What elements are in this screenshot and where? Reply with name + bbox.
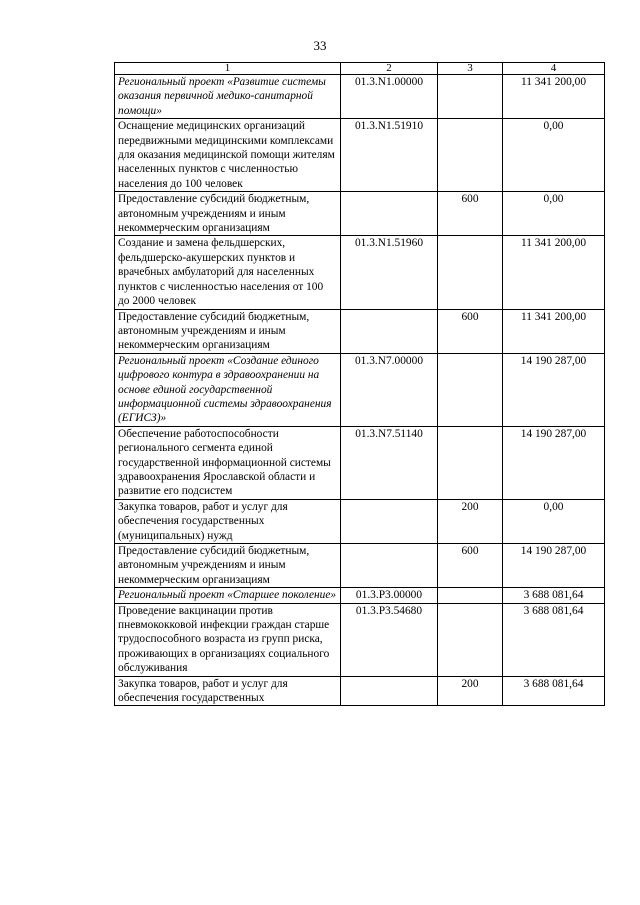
header-row <box>115 63 605 75</box>
row-expense-type <box>438 353 503 426</box>
table-row <box>115 426 605 499</box>
column-header-2: 2 <box>341 63 438 75</box>
row-amount: 11 341 200,00 <box>503 75 605 119</box>
row-target-code: 01.3.P3.54680 <box>341 603 438 676</box>
row-expense-type: 200 <box>438 676 503 706</box>
table-body <box>115 75 605 706</box>
table-row-regional-project <box>115 588 605 603</box>
row-target-code: 01.3.P3.00000 <box>341 588 438 603</box>
row-name: Региональный проект «Создание единого цифрового контура в здравоохранении на основе единой государственной информационной системы здравоохранения (ЕГИСЗ)» <box>115 353 341 426</box>
row-name: Региональный проект «Развитие системы оказания первичной медико-санитарной помощи» <box>115 75 341 119</box>
row-expense-type: 600 <box>438 544 503 588</box>
row-target-code: 01.3.N1.00000 <box>341 75 438 119</box>
row-expense-type <box>438 588 503 603</box>
row-amount: 0,00 <box>503 119 605 192</box>
row-expense-type <box>438 75 503 119</box>
row-amount: 3 688 081,64 <box>503 603 605 676</box>
column-header-3: 3 <box>438 63 503 75</box>
row-amount: 14 190 287,00 <box>503 353 605 426</box>
row-target-code <box>341 499 438 543</box>
table-row-regional-project <box>115 353 605 426</box>
row-expense-type: 600 <box>438 192 503 236</box>
table-row <box>115 603 605 676</box>
row-name: Оснащение медицинских организаций передвижными медицинскими комплексами для оказания медицинской помощи жителям населенных пунктов с численностью населения до 100 человек <box>115 119 341 192</box>
row-target-code <box>341 676 438 706</box>
row-expense-type <box>438 426 503 499</box>
row-name: Проведение вакцинации против пневмококковой инфекции граждан старше трудоспособного возраста из групп риска, проживающих в организациях социального обслуживания <box>115 603 341 676</box>
row-amount: 11 341 200,00 <box>503 309 605 353</box>
column-header-1: 1 <box>115 63 341 75</box>
row-amount: 11 341 200,00 <box>503 236 605 309</box>
row-target-code: 01.3.N1.51960 <box>341 236 438 309</box>
row-name: Региональный проект «Старшее поколение» <box>115 588 341 603</box>
table-row <box>115 676 605 706</box>
column-header-4: 4 <box>503 63 605 75</box>
row-target-code <box>341 544 438 588</box>
row-name: Предоставление субсидий бюджетным, автономным учреждениям и иным некоммерческим организациям <box>115 192 341 236</box>
table-row <box>115 499 605 543</box>
row-amount: 14 190 287,00 <box>503 426 605 499</box>
table-row <box>115 236 605 309</box>
row-amount: 3 688 081,64 <box>503 588 605 603</box>
table-row <box>115 119 605 192</box>
row-name: Предоставление субсидий бюджетным, автономным учреждениям и иным некоммерческим организациям <box>115 309 341 353</box>
row-expense-type: 200 <box>438 499 503 543</box>
row-expense-type <box>438 119 503 192</box>
row-name: Закупка товаров, работ и услуг для обеспечения государственных <box>115 676 341 706</box>
table-row <box>115 309 605 353</box>
row-target-code: 01.3.N7.00000 <box>341 353 438 426</box>
row-amount: 0,00 <box>503 499 605 543</box>
row-expense-type: 600 <box>438 309 503 353</box>
row-expense-type <box>438 603 503 676</box>
table-row-regional-project <box>115 75 605 119</box>
row-expense-type <box>438 236 503 309</box>
page-number: 33 <box>313 38 327 53</box>
table-row <box>115 192 605 236</box>
row-amount: 3 688 081,64 <box>503 676 605 706</box>
budget-table <box>114 62 605 706</box>
row-amount: 14 190 287,00 <box>503 544 605 588</box>
row-target-code <box>341 309 438 353</box>
row-name: Обеспечение работоспособности регионального сегмента единой государственной информационной системы здравоохранения Ярославской области и развитие его подсистем <box>115 426 341 499</box>
row-target-code <box>341 192 438 236</box>
row-target-code: 01.3.N1.51910 <box>341 119 438 192</box>
table-row <box>115 544 605 588</box>
row-amount: 0,00 <box>503 192 605 236</box>
row-target-code: 01.3.N7.51140 <box>341 426 438 499</box>
row-name: Закупка товаров, работ и услуг для обеспечения государственных (муниципальных) нужд <box>115 499 341 543</box>
row-name: Создание и замена фельдшерских, фельдшерско-акушерских пунктов и врачебных амбулаторий для населенных пунктов с численностью населения от 100 до 2000 человек <box>115 236 341 309</box>
row-name: Предоставление субсидий бюджетным, автономным учреждениям и иным некоммерческим организациям <box>115 544 341 588</box>
